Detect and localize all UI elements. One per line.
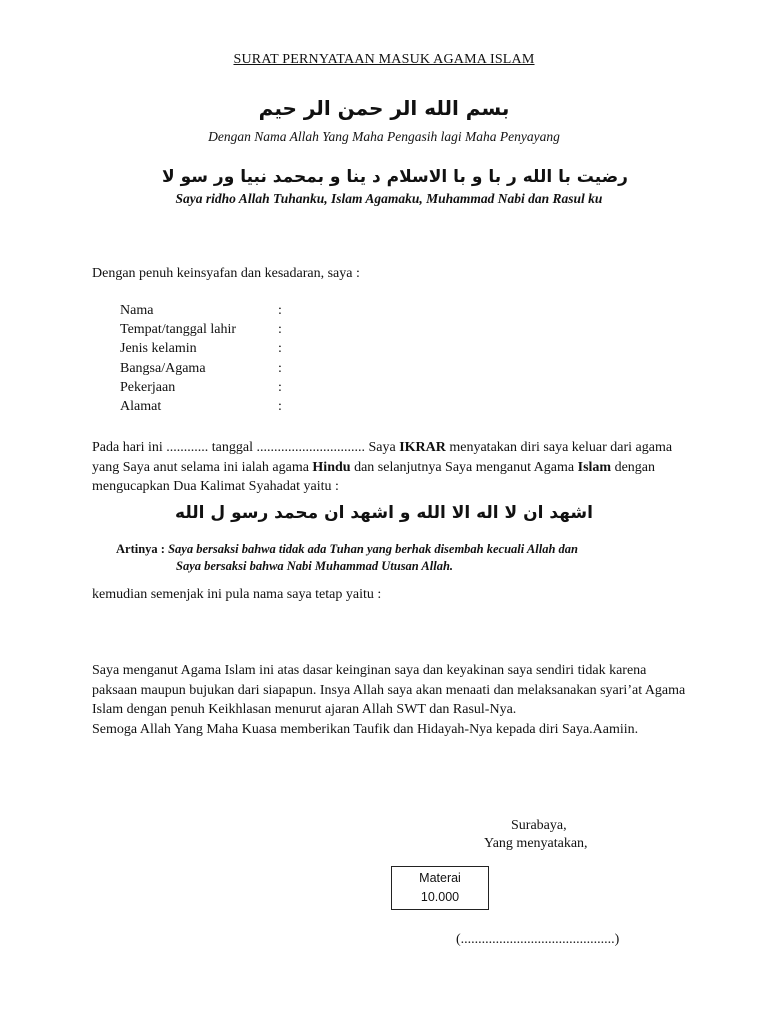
intro-text: Dengan penuh keinsyafan dan kesadaran, saya :: [92, 266, 360, 281]
signer-label: Yang menyatakan,: [484, 836, 588, 851]
field-label-jenis-kelamin: Jenis kelamin: [120, 341, 197, 356]
artinya-label: Artinya :: [116, 542, 169, 556]
field-colon: :: [278, 303, 282, 318]
hindu-word: Hindu: [312, 459, 351, 475]
name-statement: kemudian semenjak ini pula nama saya tetap yaitu :: [92, 587, 382, 602]
ikrar-word: IKRAR: [399, 440, 446, 455]
field-colon: :: [278, 341, 282, 356]
ridho-translation: Saya ridho Allah Tuhanku, Islam Agamaku, Muhammad Nabi dan Rasul ku: [175, 191, 603, 206]
declaration-text: dan selanjutnya Saya menganut Agama: [350, 459, 578, 475]
stamp-label: Materai: [419, 871, 461, 885]
field-label-bangsa-agama: Bangsa/Agama: [120, 361, 206, 376]
closing-paragraph: Saya menganut Agama Islam ini atas dasar keinginan saya dan keyakinan saya sendiri tidak karena paksaan maupun bujukan dari siapapun. Insya Allah saya akan menaati dan melaksanakan syari’at Agama Islam dengan penuh Keikhlasan menurut ajaran Allah SWT dan Rasul-Nya.: [92, 663, 686, 717]
declaration-text: menyatakan diri saya keluar dari agama yang Saya anut selama ini ialah agama: [92, 440, 673, 475]
closing-paragraph-block: [92, 661, 692, 739]
field-colon: :: [278, 361, 282, 376]
field-colon: :: [278, 322, 282, 337]
field-colon: :: [278, 380, 282, 395]
artinya-line-2: Saya bersaksi bahwa Nabi Muhammad Utusan Allah.: [176, 559, 454, 573]
islam-word: Islam: [577, 459, 612, 475]
field-label-tempat-tanggal-lahir: Tempat/tanggal lahir: [120, 322, 237, 337]
field-label-nama: Nama: [120, 303, 154, 318]
stamp-value: 10.000: [420, 890, 460, 904]
field-label-alamat: Alamat: [120, 399, 162, 414]
basmala-translation: Dengan Nama Allah Yang Maha Pengasih lagi Maha Penyayang: [208, 129, 560, 144]
document-title: SURAT PERNYATAAN MASUK AGAMA ISLAM: [233, 52, 535, 67]
materai-stamp-box: [391, 866, 489, 910]
field-label-pekerjaan: Pekerjaan: [120, 380, 176, 395]
artinya-line-1: Saya bersaksi bahwa tidak ada Tuhan yang berhak disembah kecuali Allah dan: [168, 542, 578, 556]
declaration-paragraph: [92, 438, 692, 497]
declaration-text: Pada hari ini ............ tanggal ............................... Saya: [92, 440, 400, 455]
city-date: Surabaya,: [511, 818, 567, 833]
signature-line: (............................................): [456, 932, 620, 947]
declaration-text: dengan mengucapkan Dua Kalimat Syahadat yaitu :: [92, 459, 656, 494]
ridho-arabic: رضيت با الله ر با و با الاسلام د ينا و بمحمد نبيا ور سو لا: [162, 167, 628, 187]
prayer-text: Semoga Allah Yang Maha Kuasa memberikan Taufik dan Hidayah-Nya kepada diri Saya.Aamiin.: [92, 721, 639, 737]
artinya-block: [116, 541, 578, 575]
field-colon: :: [278, 399, 282, 414]
shahada-arabic: اشهد ان لا اله الا الله و اشهد ان محمد رسو ل الله: [175, 503, 593, 523]
basmala-arabic: بسم الله الر حمن الر حيم: [258, 96, 510, 120]
